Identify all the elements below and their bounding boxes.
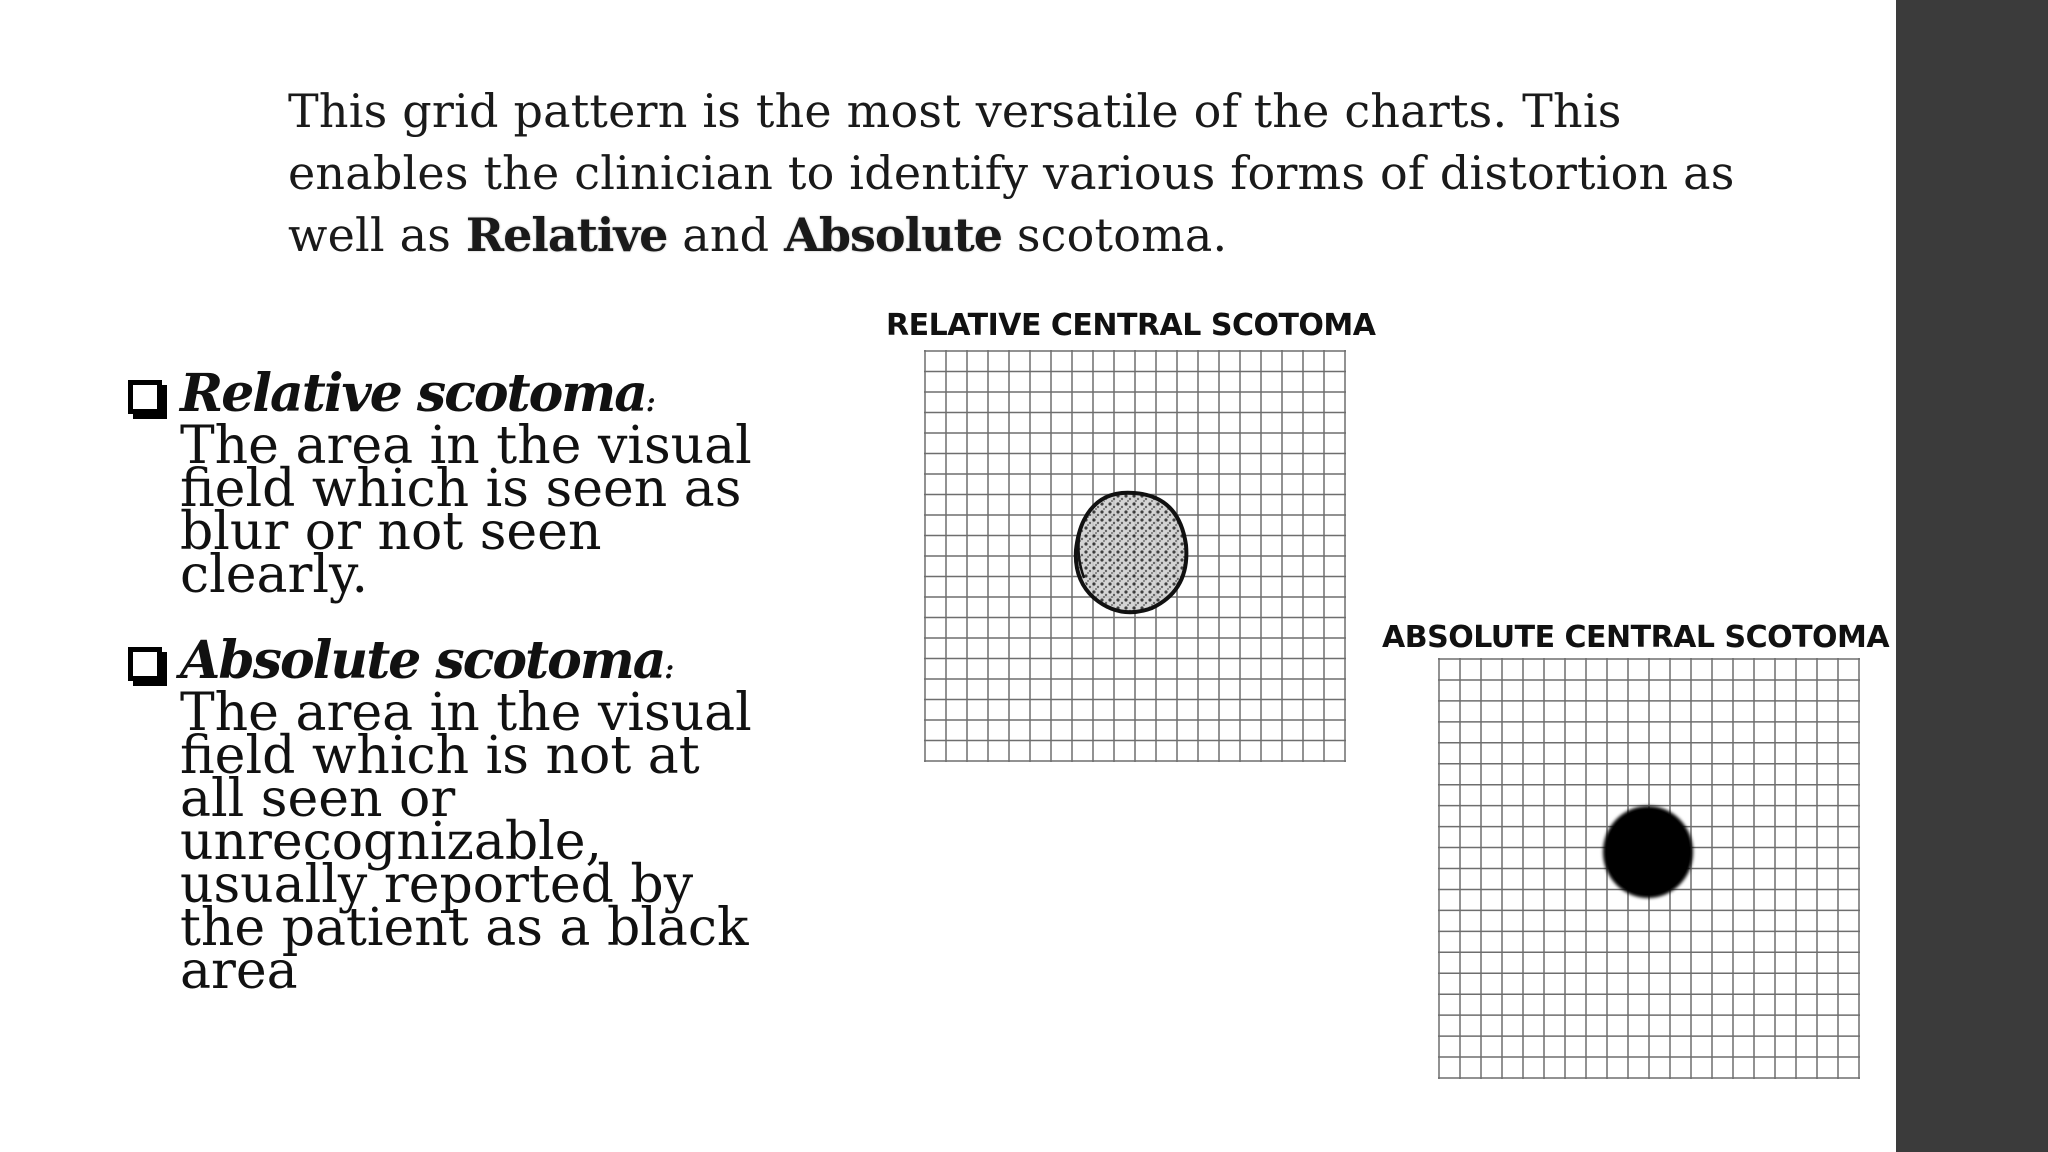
absolute-scotoma-spot: [1603, 806, 1693, 898]
intro-term-relative: Relative: [465, 208, 668, 262]
intro-term-absolute: Absolute: [784, 208, 1003, 262]
intro-text-before: This grid pattern is the most versatile of the charts. This enables the clinician to identify various forms of distortion as well as: [288, 84, 1735, 262]
right-sidebar-bar: [1896, 0, 2048, 1152]
intro-text-and: and: [667, 208, 785, 262]
bullet-term: Relative scotoma: [180, 363, 646, 424]
checkbox-bullet-icon: [128, 380, 162, 414]
intro-text-after: scotoma.: [1002, 208, 1228, 262]
relative-figure-title: RELATIVE CENTRAL SCOTOMA: [886, 308, 1376, 343]
bullet-description: The area in the visual field which is not at all seen or unrecognizable, usually reported by the patient as a black area: [180, 683, 752, 1001]
bullet-description: The area in the visual field which is seen as blur or not seen clearly.: [180, 416, 752, 605]
bullet-term: Absolute scotoma: [180, 630, 665, 691]
absolute-scotoma-grid: [1438, 658, 1860, 1079]
bullet-colon: :: [664, 655, 675, 685]
checkbox-bullet-icon: [128, 647, 162, 681]
relative-scotoma-grid: [924, 350, 1346, 762]
bullet-relative-scotoma: [126, 363, 766, 605]
bullet-colon: :: [645, 388, 656, 418]
bullet-absolute-scotoma: [126, 630, 766, 1001]
definition-list: [126, 363, 766, 1001]
intro-paragraph: [288, 80, 1768, 266]
absolute-figure-title: ABSOLUTE CENTRAL SCOTOMA: [1382, 620, 1890, 655]
